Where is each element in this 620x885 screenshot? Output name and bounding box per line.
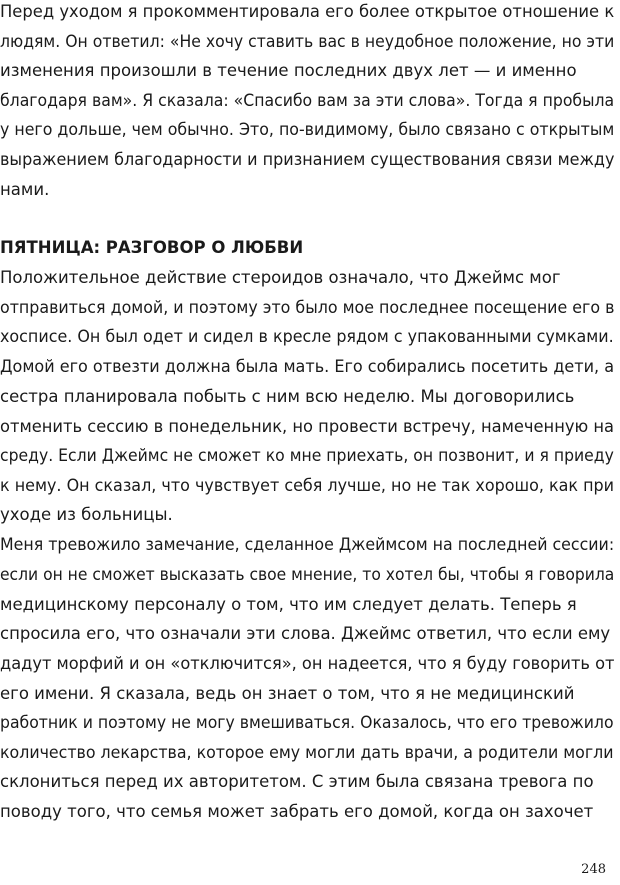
text-line: Меня тревожило замечание, сделанное Джеймсом на последней сессии: (0, 535, 615, 554)
text-line: у него дольше, чем обычно. Это, по-видимому, было связано с открытым (0, 120, 615, 139)
text-line: нами. (0, 180, 50, 199)
text-line: Положительное действие стероидов означало, что Джеймс мог (0, 268, 561, 287)
text-line: среду. Если Джеймс не сможет ко мне приехать, он позвонит, и я приеду (0, 446, 614, 465)
text-line: количество лекарства, которое ему могли дать врачи, а родители могли (0, 743, 614, 762)
text-line: медицинскому персоналу о том, что им следует делать. Теперь я (0, 595, 577, 614)
text-line: работник и поэтому не могу вмешиваться. Оказалось, что его тревожило (0, 713, 614, 732)
text-line: к нему. Он сказал, что чувствует себя лучше, но не так хорошо, как при (0, 476, 615, 495)
text-line: людям. Он ответил: «Не хочу ставить вас в неудобное положение, но эти (0, 32, 615, 51)
text-line: Домой его отвезти должна была мать. Его собирались посетить дети, а (0, 357, 615, 376)
text-line: отменить сессию в понедельник, но провести встречу, намеченную на (0, 417, 615, 436)
text-line: склониться перед их авторитетом. С этим была связана тревога по (0, 772, 594, 791)
text-line: благодаря вам». Я сказала: «Спасибо вам за эти слова». Тогда я пробыла (0, 91, 615, 110)
text-line: дадут морфий и он «отключится», он надеется, что я буду говорить от (0, 654, 615, 673)
text-line: хосписе. Он был одет и сидел в кресле рядом с упакованными сумками. (0, 327, 614, 346)
text-line: отправиться домой, и поэтому это было мое последнее посещение его в (0, 298, 615, 317)
text-line: сестра планировала побыть с ним всю неделю. Мы договорились (0, 387, 575, 406)
text-line: выражением благодарности и признанием существования связи между (0, 150, 615, 169)
text-line: изменения произошли в течение последних двух лет — и именно (0, 61, 577, 80)
text-line: уходе из больницы. (0, 505, 173, 524)
text-line: Перед уходом я прокомментировала его более открытое отношение к (0, 2, 615, 21)
text-line: его имени. Я сказала, ведь он знает о том, что я не медицинский (0, 684, 575, 703)
text-line: поводу того, что семья может забрать его домой, когда он захочет (0, 802, 594, 821)
text-line: спросила его, что означали эти слова. Джеймс ответил, что если ему (0, 624, 611, 643)
text-line: если он не сможет высказать свое мнение, то хотел бы, чтобы я говорила (0, 565, 615, 584)
page-number: 248 (581, 862, 606, 877)
section-heading: ПЯТНИЦА: РАЗГОВОР О ЛЮБВИ (0, 238, 304, 257)
